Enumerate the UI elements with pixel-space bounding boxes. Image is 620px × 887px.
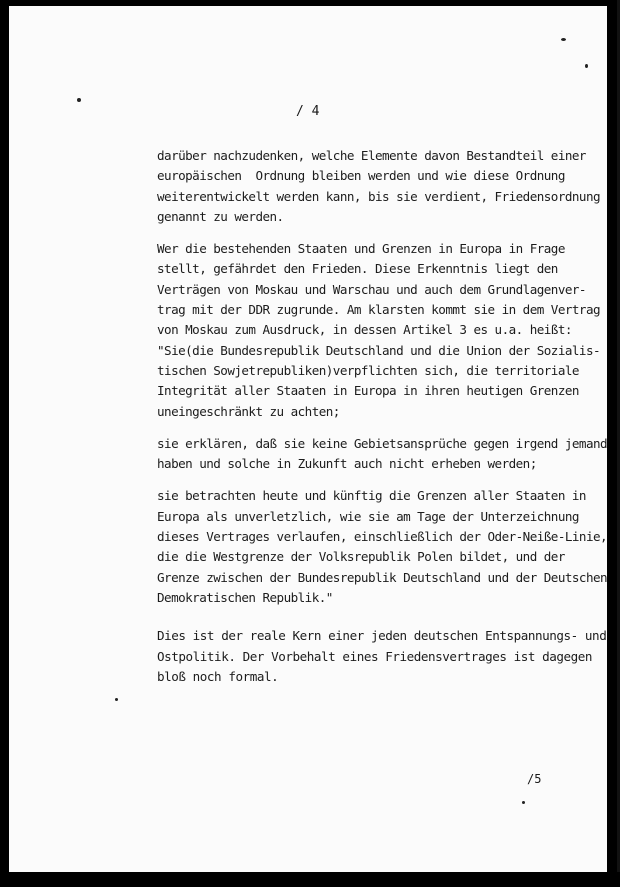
scan-speck — [115, 698, 118, 701]
paragraph — [157, 146, 607, 227]
text-line: bloß noch formal. — [157, 668, 279, 684]
text-line: stellt, gefährdet den Frieden. Diese Erkenntnis liegt den — [157, 261, 558, 277]
text-line: von Moskau zum Ausdruck, in dessen Artikel 3 es u.a. heißt: — [157, 322, 572, 338]
text-line: trag mit der DDR zugrunde. Am klarsten kommt sie in dem Vertrag — [157, 302, 601, 318]
text-line: Wer die bestehenden Staaten und Grenzen in Europa in Frage — [157, 241, 565, 257]
text-line: Grenze zwischen der Bundesrepublik Deutschland und der Deutschen — [157, 569, 607, 585]
text-line: genannt zu werden. — [157, 208, 284, 224]
text-line: weiterentwickelt werden kann, bis sie verdient, Friedensordnung — [157, 188, 601, 204]
text-line: Integrität aller Staaten in Europa in ihren heutigen Grenzen — [157, 383, 579, 399]
scan-speck — [522, 801, 525, 804]
continuation-marker: /5 — [527, 772, 542, 786]
text-line: Dies ist der reale Kern einer jeden deutschen Entspannungs- und — [157, 628, 607, 644]
document-page — [9, 6, 607, 872]
paragraph — [157, 486, 607, 608]
paragraph — [157, 626, 607, 687]
text-line: dieses Vertrages verlaufen, einschließlich der Oder-Neiße-Linie, — [157, 529, 607, 545]
text-line: die die Westgrenze der Volksrepublik Polen bildet, und der — [157, 549, 565, 565]
text-line: uneingeschränkt zu achten; — [157, 403, 340, 419]
text-line: "Sie(die Bundesrepublik Deutschland und die Union der Sozialis- — [157, 342, 601, 358]
text-line: Verträgen von Moskau und Warschau und auch dem Grundlagenver- — [157, 281, 586, 297]
scan-border-bottom — [0, 872, 620, 887]
text-line: europäischen Ordnung bleiben werden und wie diese Ordnung — [157, 168, 565, 184]
scan-speck — [561, 38, 566, 41]
body-text — [157, 146, 607, 699]
text-line: tischen Sowjetrepubliken)verpflichten sich, die territoriale — [157, 362, 579, 378]
page-number: / 4 — [296, 104, 320, 119]
text-line: darüber nachzudenken, welche Elemente davon Bestandteil einer — [157, 148, 586, 163]
paragraph — [157, 239, 607, 422]
paragraph — [157, 434, 607, 475]
scan-speck — [585, 64, 588, 68]
text-line: haben und solche in Zukunft auch nicht erheben werden; — [157, 456, 537, 472]
text-line: Ostpolitik. Der Vorbehalt eines Friedensvertrages ist dagegen — [157, 648, 593, 664]
text-line: sie erklären, daß sie keine Gebietsansprüche gegen irgend jemand — [157, 435, 607, 451]
scan-speck — [77, 98, 81, 102]
text-line: Demokratischen Republik." — [157, 589, 333, 605]
text-line: Europa als unverletzlich, wie sie am Tage der Unterzeichnung — [157, 508, 579, 524]
text-line: sie betrachten heute und künftig die Grenzen aller Staaten in — [157, 488, 586, 504]
